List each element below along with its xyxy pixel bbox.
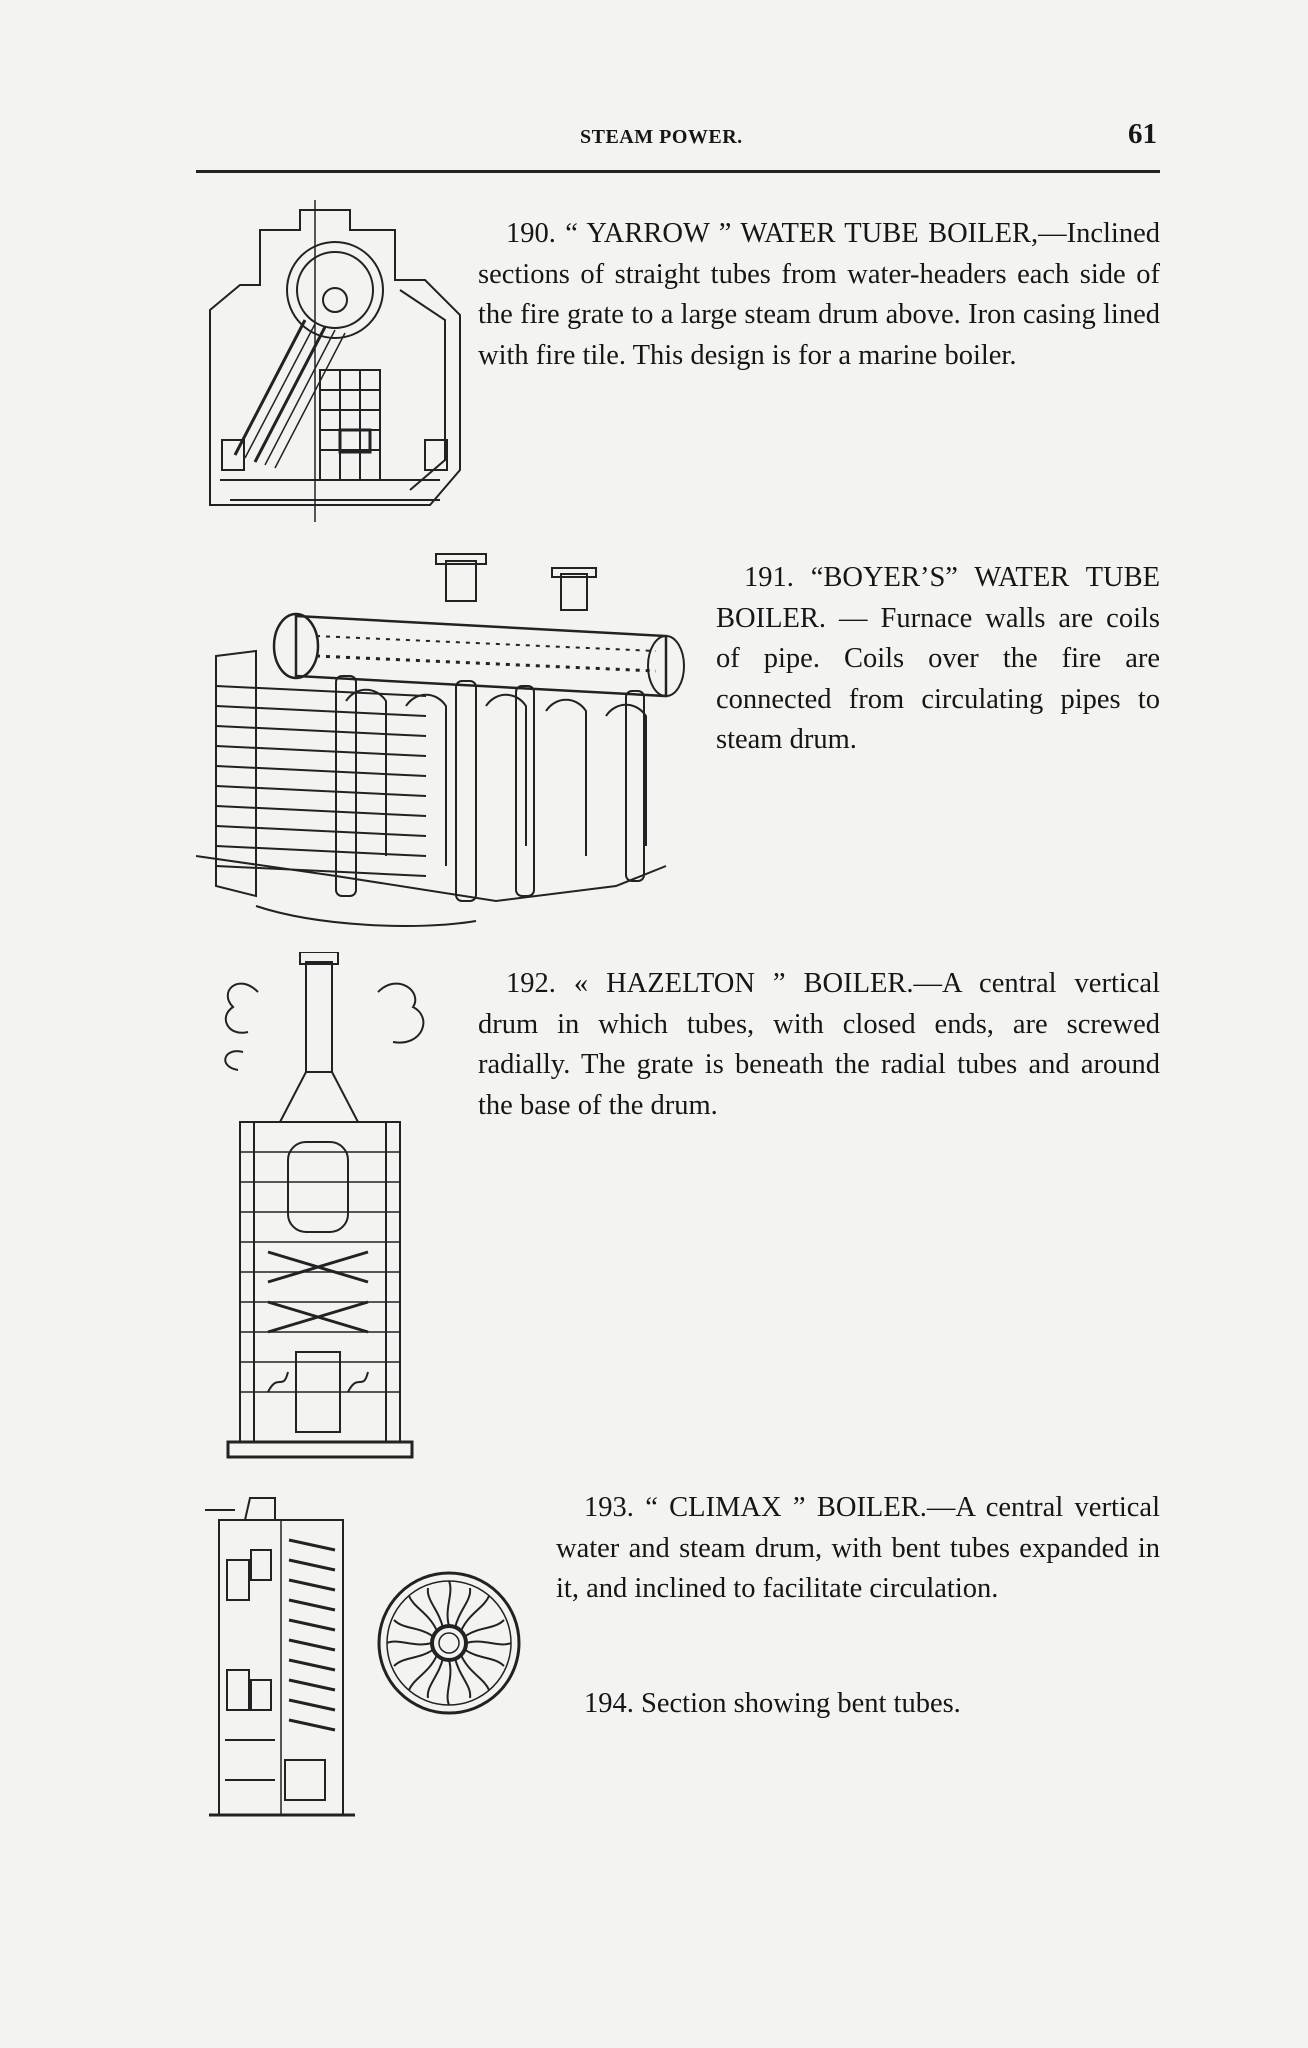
hazelton-boiler-drawing bbox=[218, 952, 468, 1462]
entry-192-paragraph: 192. « HAZELTON ” BOILER.—A central vertical drum in which tubes, with closed ends, are screwed radially. The grate is beneath the radial tubes and around the base of the drum. bbox=[478, 968, 1160, 1121]
boyers-boiler-drawing bbox=[196, 546, 696, 936]
entry-193-paragraph: 193. “ CLIMAX ” BOILER.—A central vertical water and steam drum, with bent tubes expanded in it, and inclined to facilitate circulation. bbox=[556, 1492, 1160, 1604]
running-title: STEAM POWER. bbox=[580, 126, 743, 148]
bent-tubes-section-illustration bbox=[374, 1568, 524, 1718]
bent-tubes-section-drawing bbox=[374, 1568, 524, 1718]
climax-boiler-drawing bbox=[205, 1490, 365, 1830]
header-rule bbox=[196, 170, 1160, 173]
entry-190-text bbox=[478, 214, 1160, 376]
hazelton-boiler-illustration bbox=[218, 952, 468, 1462]
entry-191-paragraph: 191. “BOYER’S” WATER TUBE BOILER. — Furnace walls are coils of pipe. Coils over the fire are connected from circulating pipes to steam drum. bbox=[716, 562, 1160, 755]
entry-191-text bbox=[716, 558, 1160, 761]
climax-boiler-illustration bbox=[205, 1490, 365, 1830]
yarrow-boiler-drawing bbox=[200, 200, 472, 522]
yarrow-boiler-illustration bbox=[200, 200, 472, 522]
entry-192-text bbox=[478, 964, 1160, 1126]
entry-194-text bbox=[556, 1684, 1160, 1724]
page-number: 61 bbox=[1128, 118, 1157, 150]
entry-190-paragraph: 190. “ YARROW ” WATER TUBE BOILER,—Inclined sections of straight tubes from water-headers each side of the fire grate to a large steam drum above. Iron casing lined with fire tile. This design is for a marine boiler. bbox=[478, 218, 1160, 371]
boyers-boiler-illustration bbox=[196, 546, 696, 936]
entry-193-text bbox=[556, 1488, 1160, 1610]
entry-194-paragraph: 194. Section showing bent tubes. bbox=[584, 1688, 961, 1719]
